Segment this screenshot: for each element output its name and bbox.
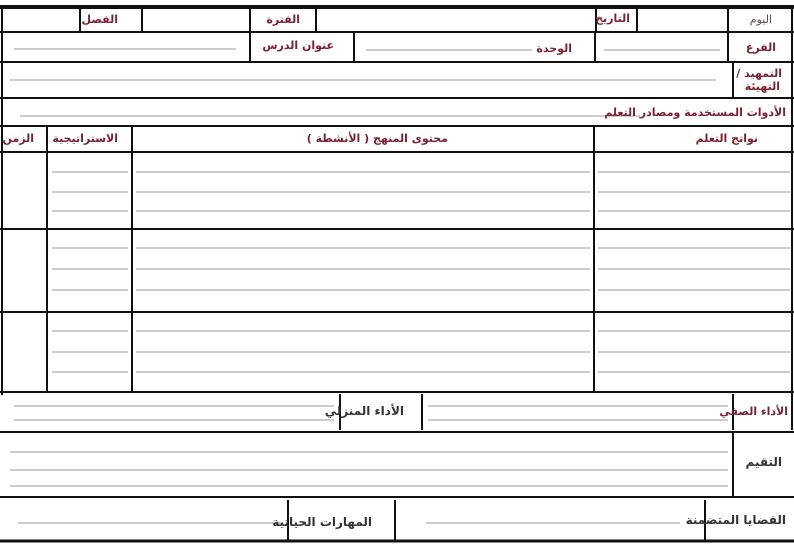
col-content-header: محتوى المنهج ( الأنشطة ) <box>306 132 448 145</box>
embedded-issues-label: القضايا المتضمنة <box>685 513 786 527</box>
unit-label: الوحدة <box>536 42 572 55</box>
tools-label: الأدوات المستخدمة ومصادر التعلم <box>604 106 786 119</box>
period-label: الفترة <box>266 13 300 26</box>
col-time-header: الزمن <box>2 132 34 145</box>
home-performance-label: الأداء المنزلي <box>324 404 404 418</box>
col-strategy-header: الاستراتيجية <box>52 132 118 145</box>
intro-label-2: التهيئة <box>744 80 780 93</box>
lesson-title-label: عنوان الدرس <box>262 39 334 52</box>
intro-label-1: التمهيد / <box>736 67 782 80</box>
life-skills-label: المهارات الحياتية <box>272 515 372 529</box>
class-label: الفصل <box>81 13 118 26</box>
col-outcomes-header: نواتج التعلم <box>695 132 758 145</box>
branch-label: الفرع <box>745 41 776 54</box>
day-label: اليوم <box>749 13 772 26</box>
evaluation-label: التقيم <box>745 455 782 469</box>
classroom-performance-label: الأداء الصفي <box>719 405 788 418</box>
date-label: التاريخ <box>595 12 630 25</box>
